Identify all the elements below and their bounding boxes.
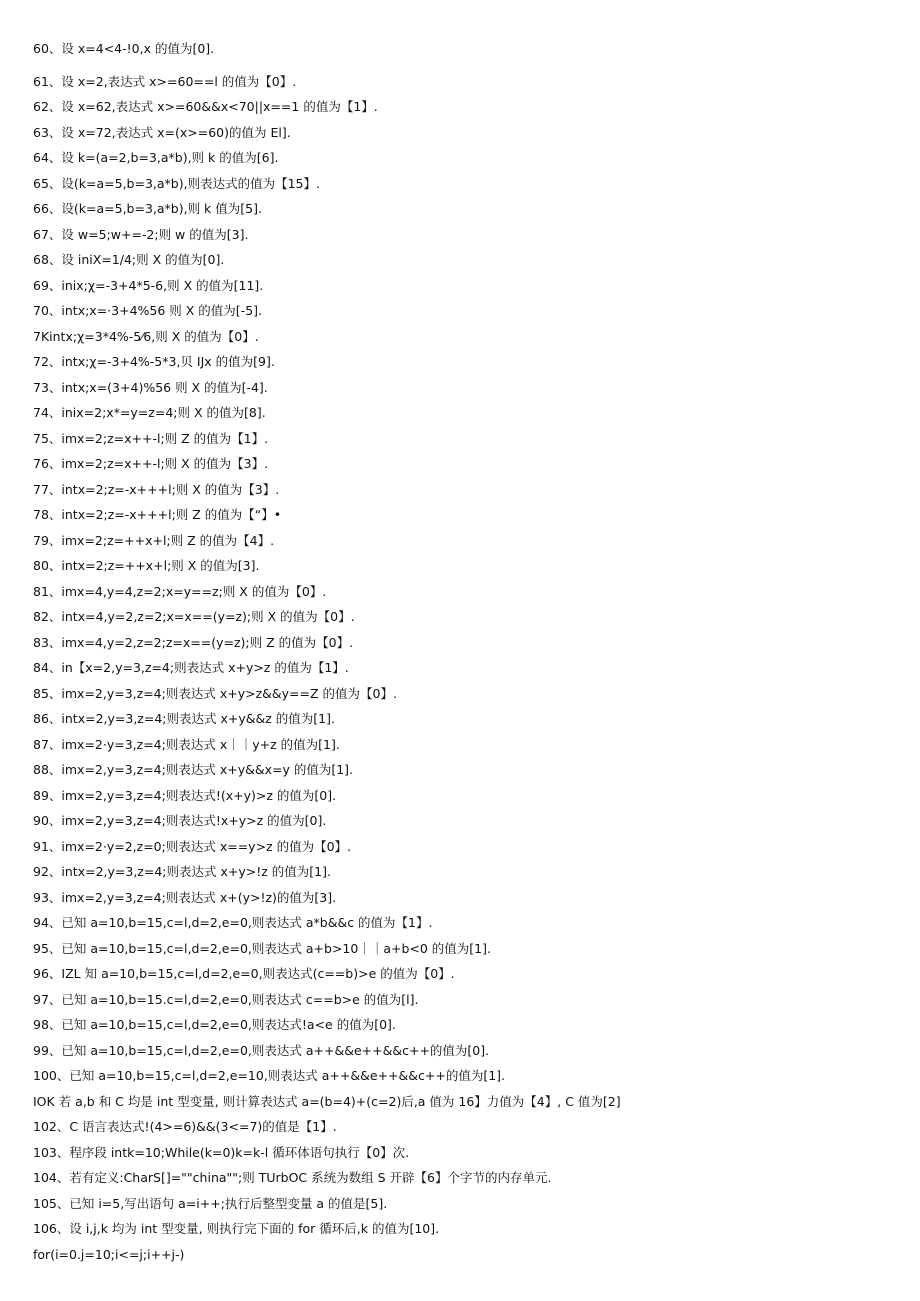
question-74: 74、inix=2;x*=y=z=4;则 X 的值为[8]. xyxy=(33,405,266,420)
question-78: 78、intx=2;z=-x+++l;则 Z 的值为【“】• xyxy=(33,507,282,522)
question-103: 103、程序段 intk=10;While(k=0)k=k-l 循环体语句执行【0】次. xyxy=(33,1145,410,1160)
code-line-for-loop: for(i=0.j=10;i<=j;i++j-) xyxy=(33,1247,185,1262)
question-60: 60、设 x=4<4-!0,x 的值为[0]. xyxy=(33,41,215,56)
question-97: 97、已知 a=10,b=15.c=l,d=2,e=0,则表达式 c==b>e 的值为[l]. xyxy=(33,992,419,1007)
question-72: 72、intx;χ=-3+4%-5*3,贝 IJx 的值为[9]. xyxy=(33,354,275,369)
question-79: 79、imx=2;z=++x+l;则 Z 的值为【4】. xyxy=(33,533,275,548)
question-69: 69、inix;χ=-3+4*5-6,则 X 的值为[11]. xyxy=(33,278,264,293)
question-90: 90、imx=2,y=3,z=4;则表达式!x+y>z 的值为[0]. xyxy=(33,813,327,828)
question-83: 83、imx=4,y=2,z=2;z=x==(y=z);则 Z 的值为【0】. xyxy=(33,635,354,650)
question-73: 73、intx;x=(3+4)%56 则 X 的值为[-4]. xyxy=(33,380,268,395)
question-80: 80、intx=2;z=++x+l;则 X 的值为[3]. xyxy=(33,558,260,573)
question-102: 102、C 语言表达式!(4>=6)&&(3<=7)的值是【1】. xyxy=(33,1119,337,1134)
question-105: 105、已知 i=5,写出语句 a=i++;执行后整型变量 a 的值是[5]. xyxy=(33,1196,388,1211)
question-94: 94、已知 a=10,b=15,c=l,d=2,e=0,则表达式 a*b&&c 的值为【1】. xyxy=(33,915,433,930)
question-85: 85、imx=2,y=3,z=4;则表达式 x+y>z&&y==Z 的值为【0】. xyxy=(33,686,397,701)
question-75: 75、imx=2;z=x++-l;则 Z 的值为【1】. xyxy=(33,431,269,446)
question-87: 87、imx=2·y=3,z=4;则表达式 x｜｜y+z 的值为[1]. xyxy=(33,737,340,752)
question-92: 92、intx=2,y=3,z=4;则表达式 x+y>!z 的值为[1]. xyxy=(33,864,331,879)
question-89: 89、imx=2,y=3,z=4;则表达式!(x+y)>z 的值为[0]. xyxy=(33,788,337,803)
question-104: 104、若有定义:CharS[]=""china"";则 TUrbOC 系统为数组 S 开辟【6】个字节的内存单元. xyxy=(33,1170,552,1185)
question-86: 86、intx=2,y=3,z=4;则表达式 x+y&&z 的值为[1]. xyxy=(33,711,335,726)
question-68: 68、设 iniX=1/4;则 X 的值为[0]. xyxy=(33,252,225,267)
question-101: IOK 若 a,b 和 C 均是 int 型变量, 则计算表达式 a=(b=4)+(c=2)后,a 值为 16】力值为【4】, C 值为[2] xyxy=(33,1094,621,1109)
question-93: 93、imx=2,y=3,z=4;则表达式 x+(y>!z)的值为[3]. xyxy=(33,890,337,905)
question-100: 100、已知 a=10,b=15,c=l,d=2,e=10,则表达式 a++&&e++&&c++的值为[1]. xyxy=(33,1068,506,1083)
question-76: 76、imx=2;z=x++-l;则 X 的值为【3】. xyxy=(33,456,269,471)
question-67: 67、设 w=5;w+=-2;则 w 的值为[3]. xyxy=(33,227,249,242)
question-77: 77、intx=2;z=-x+++l;则 X 的值为【3】. xyxy=(33,482,280,497)
question-66: 66、设(k=a=5,b=3,a*b),则 k 值为[5]. xyxy=(33,201,262,216)
question-106: 106、设 i,j,k 均为 int 型变量, 则执行完下面的 for 循环后,k 的值为[10]. xyxy=(33,1221,440,1236)
question-99: 99、已知 a=10,b=15,c=l,d=2,e=0,则表达式 a++&&e++&&c++的值为[0]. xyxy=(33,1043,490,1058)
question-70: 70、intx;x=·3+4%56 则 X 的值为[-5]. xyxy=(33,303,262,318)
question-82: 82、intx=4,y=2,z=2;x=x==(y=z);则 X 的值为【0】. xyxy=(33,609,355,624)
question-71: 7Kintx;χ=3*4%-5⁄6,则 X 的值为【0】. xyxy=(33,329,259,344)
question-65: 65、设(k=a=5,b=3,a*b),则表达式的值为【15】. xyxy=(33,176,320,191)
question-98: 98、已知 a=10,b=15,c=l,d=2,e=0,则表达式!a<e 的值为[0]. xyxy=(33,1017,396,1032)
question-64: 64、设 k=(a=2,b=3,a*b),则 k 的值为[6]. xyxy=(33,150,279,165)
question-61: 61、设 x=2,表达式 x>=60==l 的值为【0】. xyxy=(33,74,297,89)
question-91: 91、imx=2·y=2,z=0;则表达式 x==y>z 的值为【0】. xyxy=(33,839,351,854)
question-96: 96、IZL 知 a=10,b=15,c=l,d=2,e=0,则表达式(c==b)>e 的值为【0】. xyxy=(33,966,455,981)
question-84: 84、in【x=2,y=3,z=4;则表达式 x+y>z 的值为【1】. xyxy=(33,660,349,675)
question-81: 81、imx=4,y=4,z=2;x=y==z;则 X 的值为【0】. xyxy=(33,584,327,599)
question-63: 63、设 x=72,表达式 x=(x>=60)的值为 El]. xyxy=(33,125,291,140)
question-88: 88、imx=2,y=3,z=4;则表达式 x+y&&x=y 的值为[1]. xyxy=(33,762,354,777)
question-62: 62、设 x=62,表达式 x>=60&&x<70||x==1 的值为【1】. xyxy=(33,99,378,114)
question-95: 95、已知 a=10,b=15,c=l,d=2,e=0,则表达式 a+b>10｜｜a+b<0 的值为[1]. xyxy=(33,941,491,956)
